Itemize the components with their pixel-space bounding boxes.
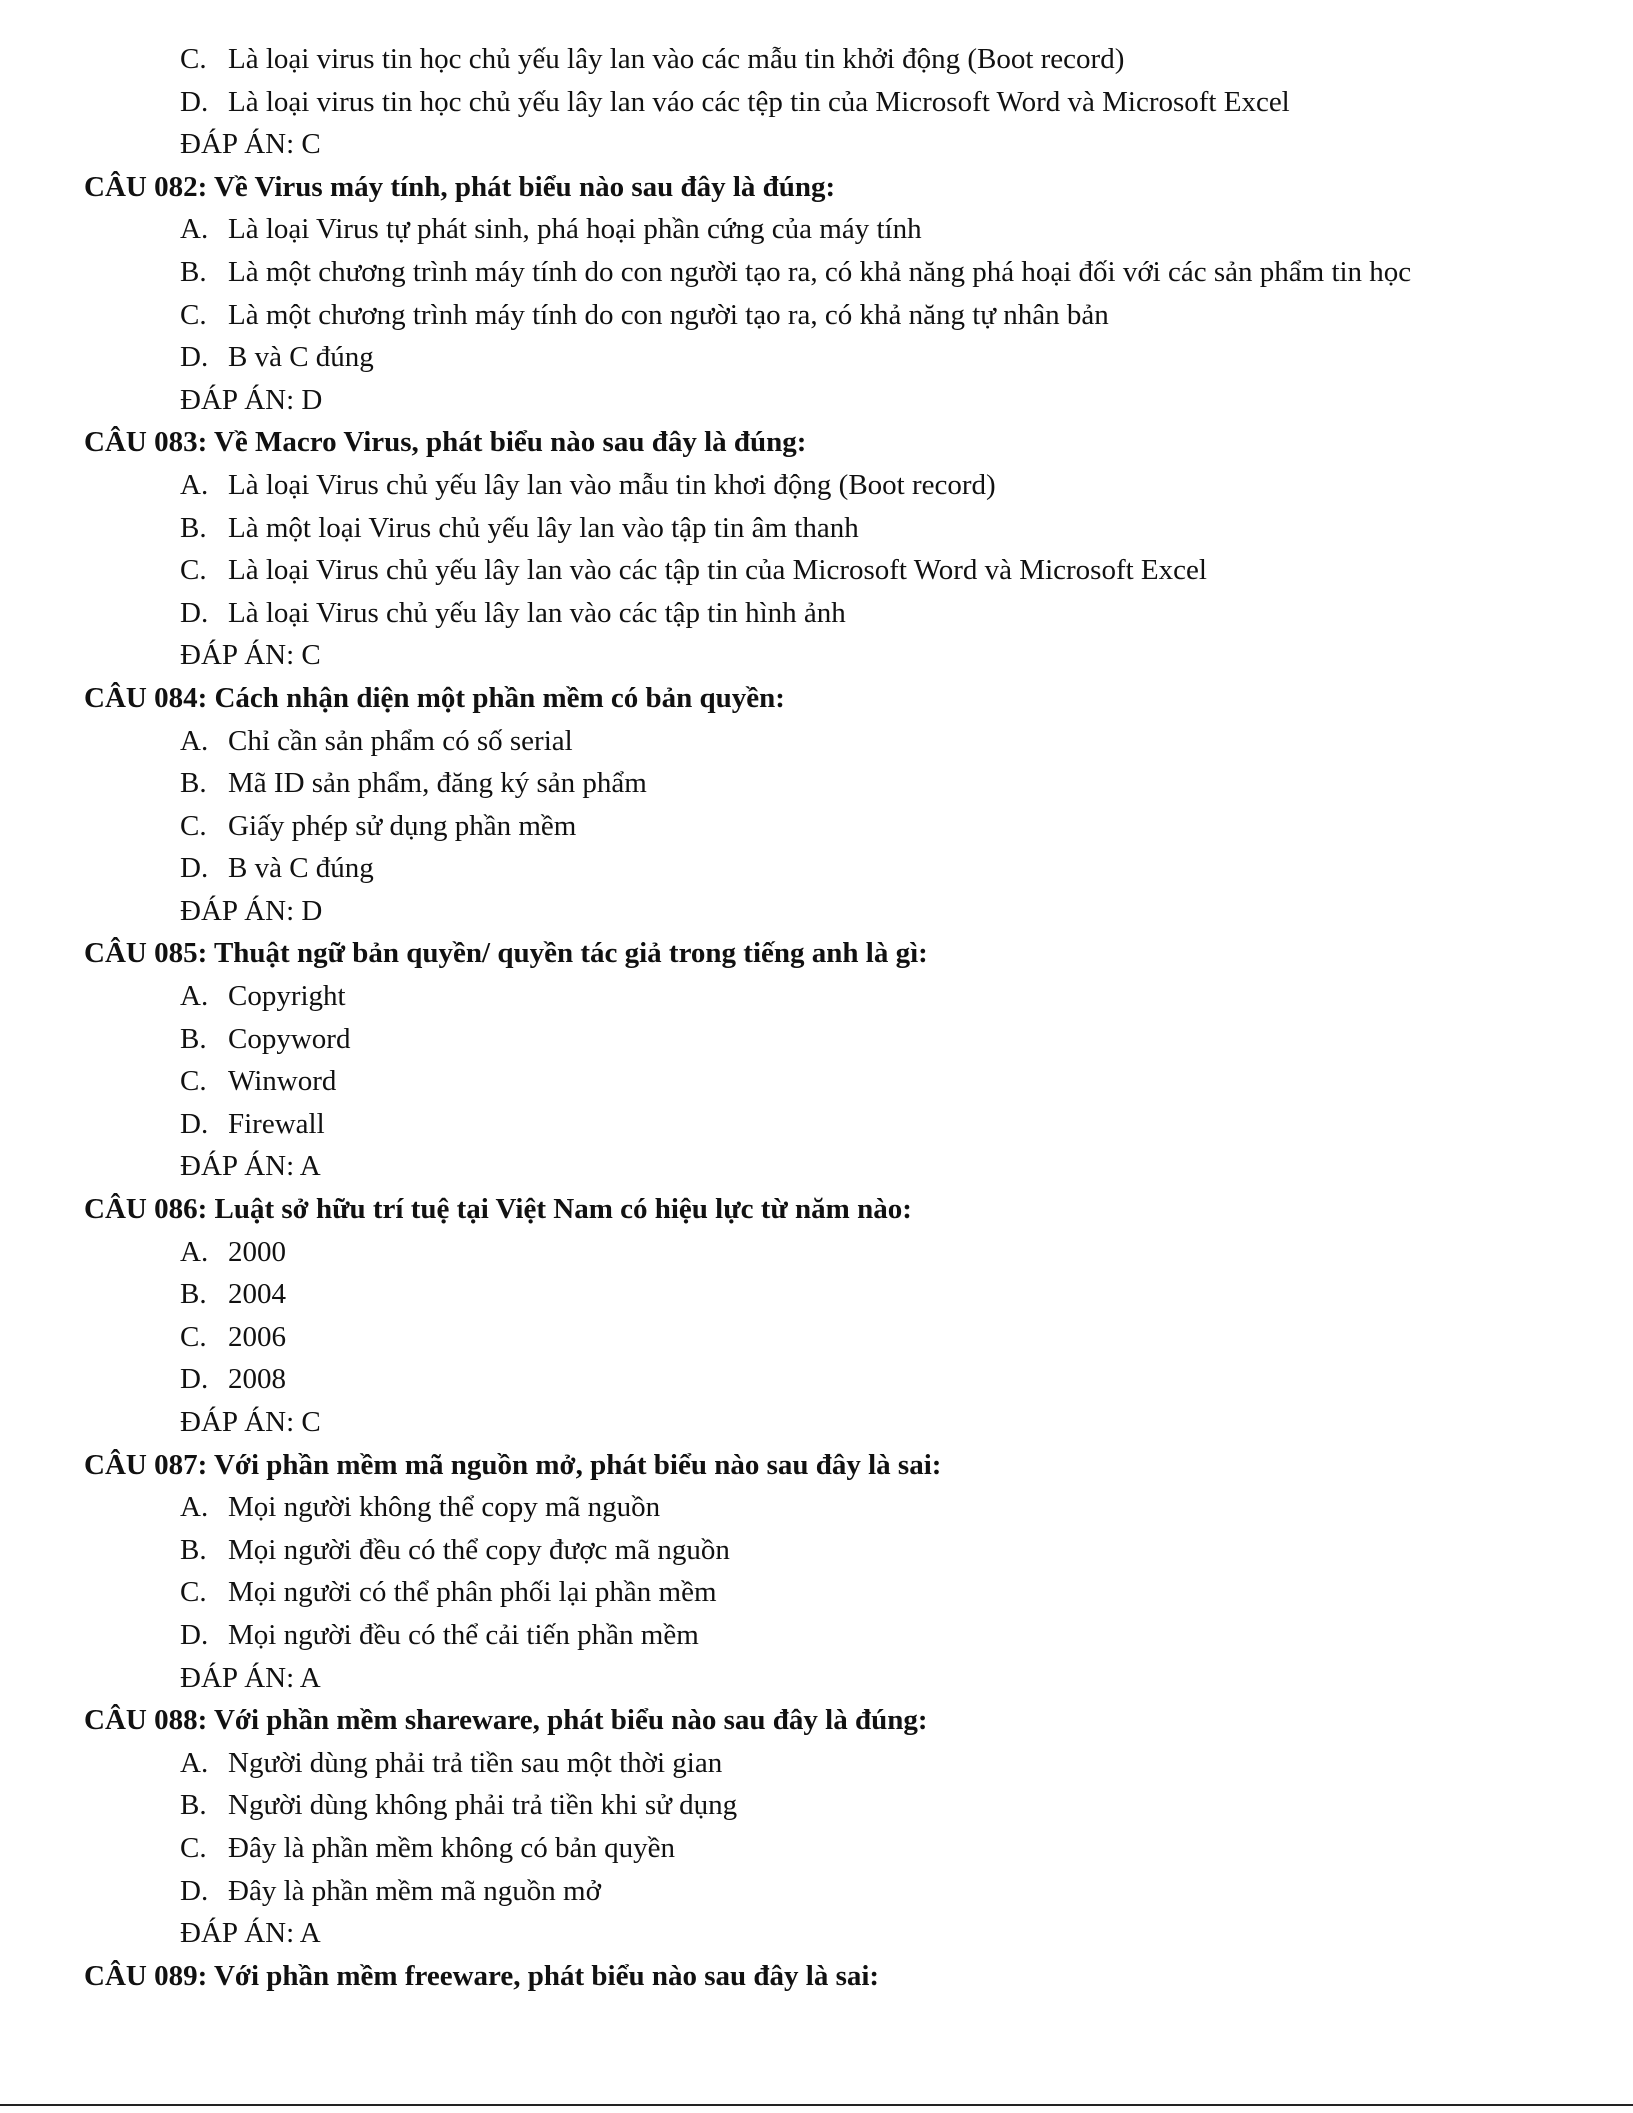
answer-line: ĐÁP ÁN: A bbox=[180, 1661, 321, 1694]
answer-line: ĐÁP ÁN: A bbox=[180, 1917, 321, 1950]
option-a: A. Người dùng phải trả tiền sau một thời gian bbox=[180, 1746, 723, 1779]
question-title: CÂU 088: Với phần mềm shareware, phát biểu nào sau đây là đúng: bbox=[84, 1704, 928, 1737]
question-block-082 bbox=[0, 166, 1633, 422]
question-block-086 bbox=[0, 1188, 1633, 1444]
option-d: D. Đây là phần mềm mã nguồn mở bbox=[180, 1874, 601, 1907]
option-d: D. Là loại Virus chủ yếu lây lan vào các tập tin hình ảnh bbox=[180, 596, 846, 629]
option-b: B. Là một loại Virus chủ yếu lây lan vào tập tin âm thanh bbox=[180, 511, 859, 544]
option-a: A. Là loại Virus tự phát sinh, phá hoại phần cứng của máy tính bbox=[180, 213, 922, 246]
question-block-088 bbox=[0, 1699, 1633, 1955]
option-a: A. Mọi người không thể copy mã nguồn bbox=[180, 1491, 661, 1524]
answer-line: ĐÁP ÁN: C bbox=[180, 128, 321, 161]
answer-line: ĐÁP ÁN: A bbox=[180, 1150, 321, 1183]
option-d: D. Firewall bbox=[180, 1107, 325, 1140]
option-d: D. 2008 bbox=[180, 1363, 286, 1396]
question-title: CÂU 084: Cách nhận diện một phần mềm có bản quyền: bbox=[84, 681, 785, 714]
option-b: B. Mã ID sản phẩm, đăng ký sản phẩm bbox=[180, 767, 647, 800]
option-c: C. Giấy phép sử dụng phần mềm bbox=[180, 809, 577, 842]
question-title: CÂU 082: Về Virus máy tính, phát biểu nào sau đây là đúng: bbox=[84, 170, 836, 203]
option-d: D. Là loại virus tin học chủ yếu lây lan váo các tệp tin của Microsoft Word và Microsoft Excel bbox=[180, 85, 1290, 118]
document-page bbox=[0, 38, 1633, 1997]
option-c: C. Đây là phần mềm không có bản quyền bbox=[180, 1831, 675, 1864]
answer-line: ĐÁP ÁN: D bbox=[180, 894, 323, 927]
option-a: A. Chỉ cần sản phẩm có số serial bbox=[180, 724, 573, 757]
question-title: CÂU 085: Thuật ngữ bản quyền/ quyền tác giả trong tiếng anh là gì: bbox=[84, 937, 928, 970]
option-a: A. 2000 bbox=[180, 1235, 286, 1268]
answer-line: ĐÁP ÁN: C bbox=[180, 1406, 321, 1438]
question-title: CÂU 089: Với phần mềm freeware, phát biểu nào sau đây là sai: bbox=[84, 1959, 880, 1992]
option-b: B. Mọi người đều có thể copy được mã nguồn bbox=[180, 1533, 730, 1566]
option-c: C. 2006 bbox=[180, 1320, 286, 1353]
option-d: D. Mọi người đều có thể cải tiến phần mềm bbox=[180, 1618, 699, 1651]
option-d: D. B và C đúng bbox=[180, 852, 374, 885]
question-block-085 bbox=[0, 932, 1633, 1188]
page-bottom-divider bbox=[0, 2104, 1633, 2106]
answer-line: ĐÁP ÁN: C bbox=[180, 639, 321, 672]
question-block-089 bbox=[0, 1955, 1633, 1998]
option-d: D. B và C đúng bbox=[180, 341, 374, 374]
question-title: CÂU 083: Về Macro Virus, phát biểu nào sau đây là đúng: bbox=[84, 426, 807, 459]
option-a: A. Copyright bbox=[180, 980, 346, 1013]
question-block-continued bbox=[0, 38, 1633, 166]
question-block-083 bbox=[0, 421, 1633, 677]
option-c: C. Là loại virus tin học chủ yếu lây lan vào các mẫu tin khởi động (Boot record) bbox=[180, 43, 1125, 75]
option-b: B. Copyword bbox=[180, 1022, 351, 1055]
option-c: C. Winword bbox=[180, 1065, 337, 1098]
option-b: B. Người dùng không phải trả tiền khi sử dụng bbox=[180, 1789, 738, 1822]
option-b: B. Là một chương trình máy tính do con người tạo ra, có khả năng phá hoại đối với các sản phẩm tin học bbox=[180, 255, 1412, 288]
option-a: A. Là loại Virus chủ yếu lây lan vào mẫu tin khơi động (Boot record) bbox=[180, 468, 996, 501]
question-title: CÂU 086: Luật sở hữu trí tuệ tại Việt Nam có hiệu lực từ năm nào: bbox=[84, 1193, 912, 1226]
question-title: CÂU 087: Với phần mềm mã nguồn mở, phát biểu nào sau đây là sai: bbox=[84, 1448, 942, 1481]
option-b: B. 2004 bbox=[180, 1278, 286, 1311]
option-c: C. Mọi người có thể phân phối lại phần mềm bbox=[180, 1576, 717, 1609]
option-c: C. Là loại Virus chủ yếu lây lan vào các tập tin của Microsoft Word và Microsoft Excel bbox=[180, 554, 1207, 587]
question-block-084 bbox=[0, 677, 1633, 933]
option-c: C. Là một chương trình máy tính do con người tạo ra, có khả năng tự nhân bản bbox=[180, 298, 1109, 331]
answer-line: ĐÁP ÁN: D bbox=[180, 383, 323, 416]
question-block-087 bbox=[0, 1444, 1633, 1700]
